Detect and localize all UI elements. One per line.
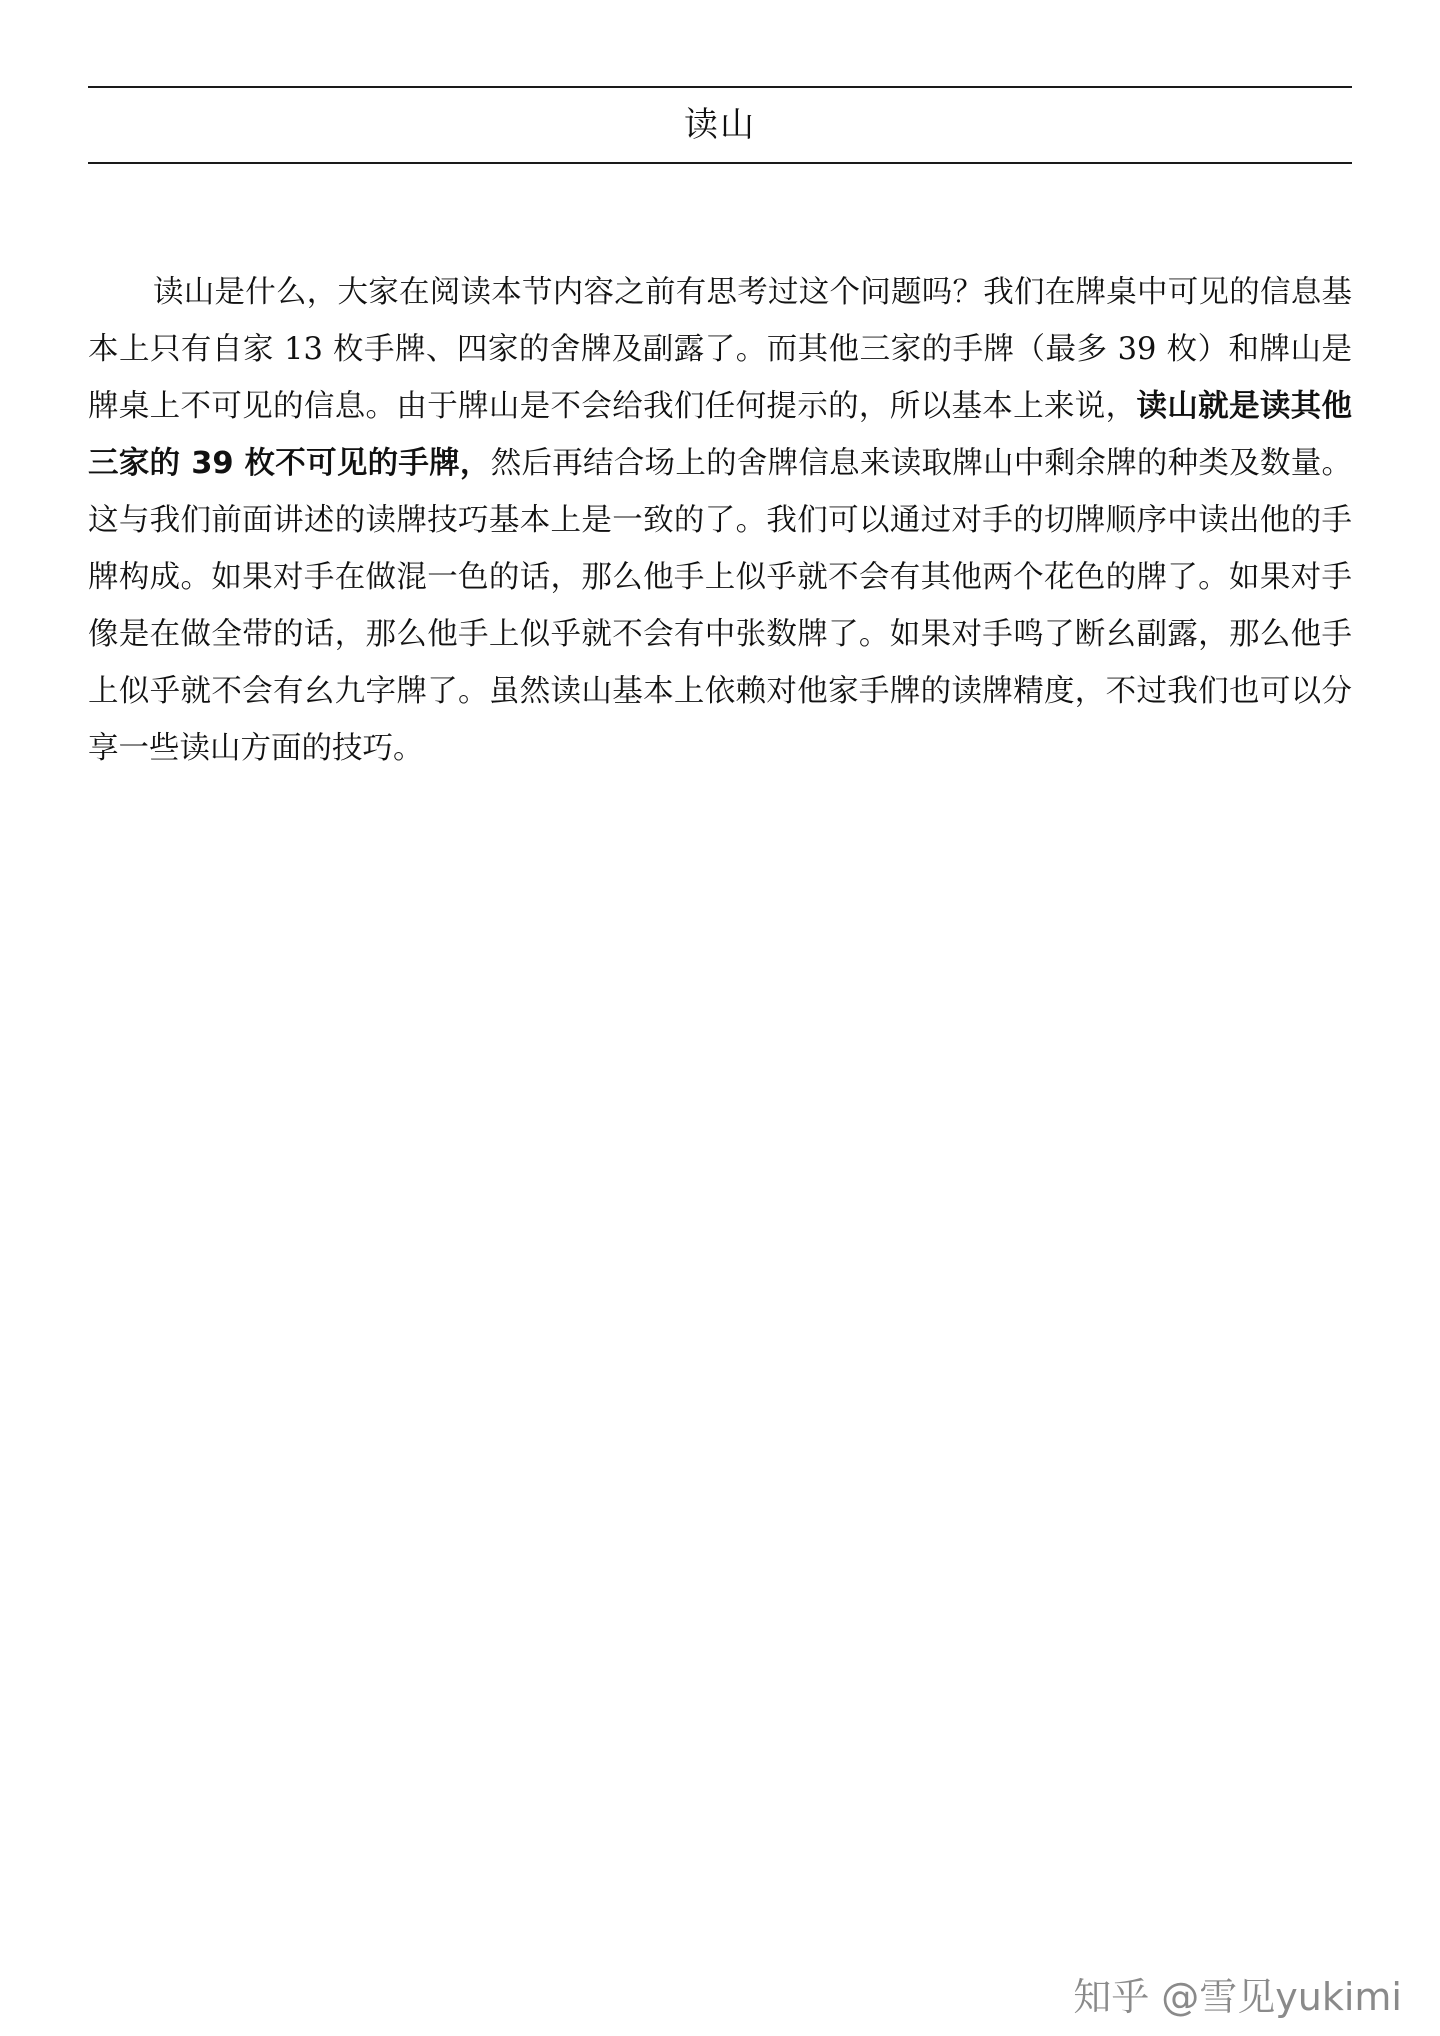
body-paragraph (88, 264, 1352, 777)
paragraph-text-part-2: 然后再结合场上的舍牌信息来读取牌山中剩余牌的种类及数量。这与我们前面讲述的读牌技巧基本上是一致的了。我们可以通过对手的切牌顺序中读出他的手牌构成。如果对手在做混一色的话，那么他手上似乎就不会有其他两个花色的牌了。如果对手像是在做全带的话，那么他手上似乎就不会有中张数牌了。如果对手鸣了断幺副露，那么他手上似乎就不会有幺九字牌了。虽然读山基本上依赖对他家手牌的读牌精度，不过我们也可以分享一些读山方面的技巧。 (88, 446, 1352, 766)
document-body (88, 264, 1352, 777)
page-title: 读山 (684, 105, 756, 145)
zhihu-watermark: 知乎 @雪见yukimi (1073, 1975, 1402, 2019)
paragraph-text-part-1: 读山是什么，大家在阅读本节内容之前有思考过这个问题吗？我们在牌桌中可见的信息基本上只有自家 13 枚手牌、四家的舍牌及副露了。而其他三家的手牌（最多 39 枚）和牌山是牌桌上不可见的信息。由于牌山是不会给我们任何提示的，所以基本上来说， (88, 275, 1352, 424)
title-top-rule (88, 86, 1352, 88)
title-bottom-rule (88, 162, 1352, 164)
paragraph-bold-emphasis: 读山就是读其他三家的 39 枚不可见的手牌， (88, 389, 1353, 481)
